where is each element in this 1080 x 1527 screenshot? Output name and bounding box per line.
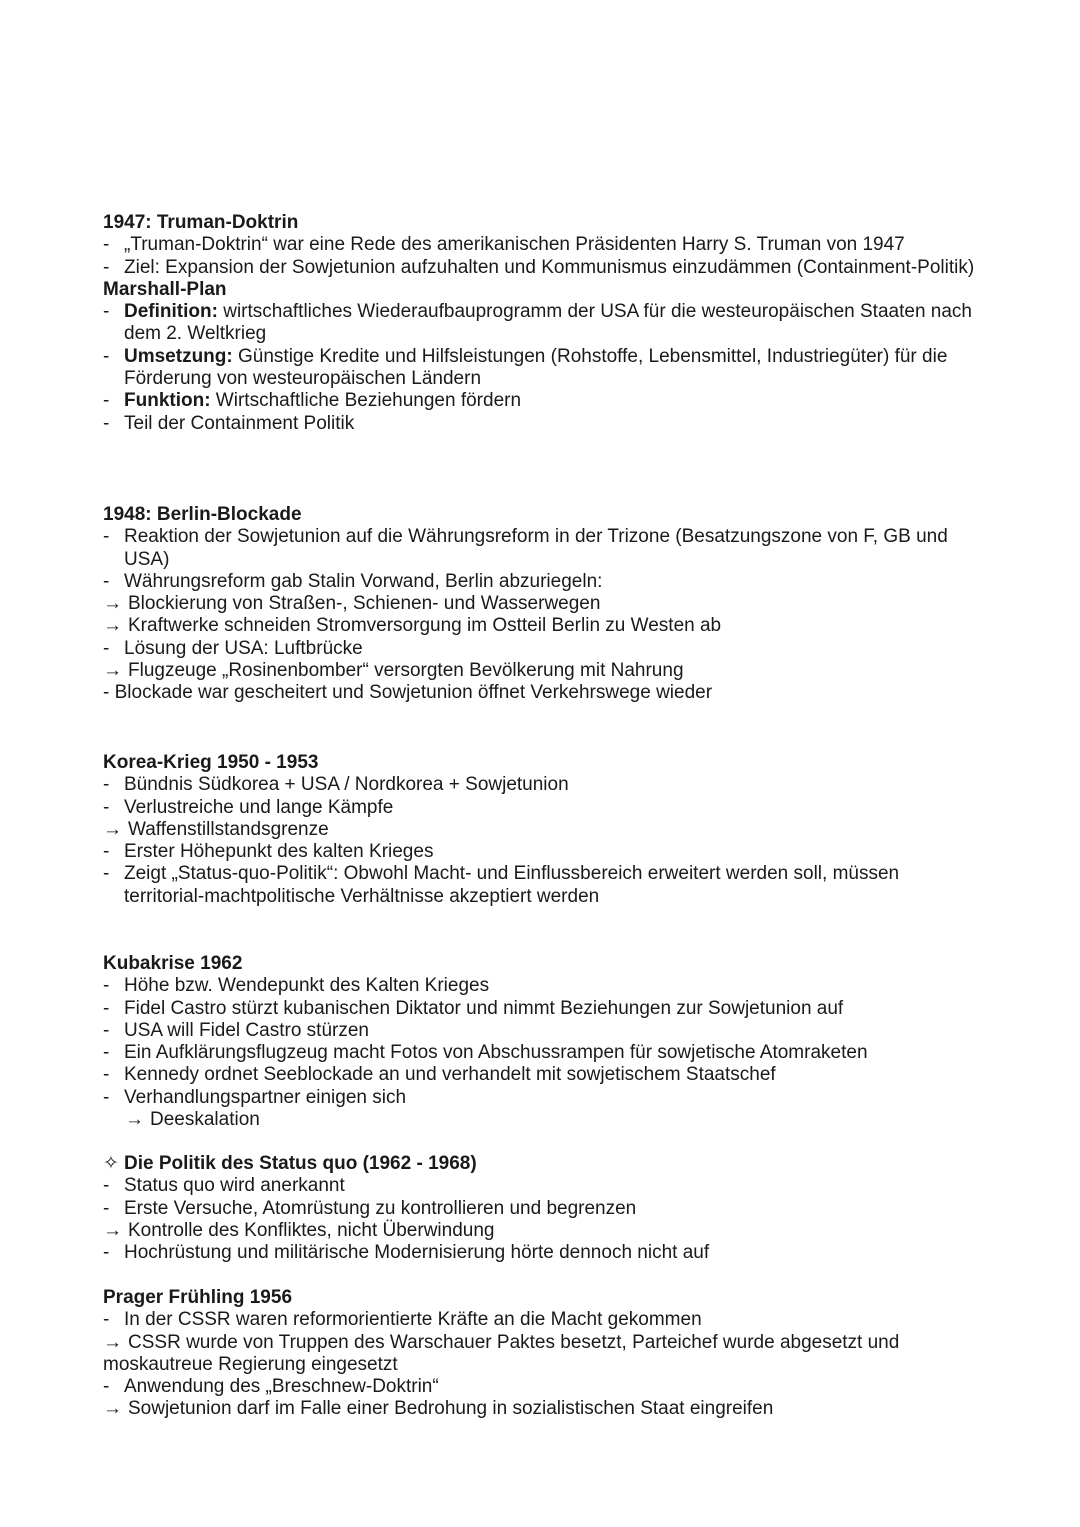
arrow-item: → Blockierung von Straßen-, Schienen- und Wasserwegen	[103, 593, 601, 615]
heading-truman: 1947: Truman-Doktrin	[103, 212, 299, 233]
heading-korea: Korea-Krieg 1950 - 1953	[103, 752, 319, 773]
diamond-icon: ✧	[103, 1153, 119, 1174]
list-item: - Zeigt „Status-quo-Politik“: Obwohl Macht- und Einflussbereich erweitert werden soll, müssen territorial-machtpolitische Verhältnisse akzeptiert werden	[103, 863, 900, 907]
heading-marshall: Marshall-Plan	[103, 278, 227, 300]
list-item: - Ein Aufklärungsflugzeug macht Fotos von Abschussrampen für sowjetische Atomraketen	[103, 1042, 868, 1064]
section-status-quo	[103, 1153, 983, 1264]
list-item: - „Truman-Doktrin“ war eine Rede des amerikanischen Präsidenten Harry S. Truman von 1947	[103, 234, 905, 256]
arrow-item: → Kraftwerke schneiden Stromversorgung im Ostteil Berlin zu Westen ab	[103, 615, 722, 637]
heading-prag: Prager Frühling 1956	[103, 1287, 293, 1308]
heading-berlin: 1948: Berlin-Blockade	[103, 504, 302, 525]
arrow-item: → Sowjetunion darf im Falle einer Bedrohung in sozialistischen Staat eingreifen	[103, 1398, 774, 1420]
arrow-item: → Kontrolle des Konfliktes, nicht Überwindung	[103, 1219, 495, 1241]
list-item: - Anwendung des „Breschnew-Doktrin“	[103, 1376, 439, 1398]
heading-kuba: Kubakrise 1962	[103, 953, 243, 974]
list-item: - Währungsreform gab Stalin Vorwand, Berlin abzuriegeln:	[103, 570, 603, 592]
list-item: - Kennedy ordnet Seeblockade an und verhandelt mit sowjetischem Staatschef	[103, 1064, 776, 1086]
list-item: - Funktion: Wirtschaftliche Beziehungen fördern	[103, 390, 522, 412]
section-truman	[103, 212, 983, 435]
list-item: - Höhe bzw. Wendepunkt des Kalten Krieges	[103, 975, 490, 997]
section-korea	[103, 752, 983, 908]
list-item: - Umsetzung: Günstige Kredite und Hilfsleistungen (Rohstoffe, Lebensmittel, Industriegüter) für die Förderung von westeuropäischen Ländern	[103, 345, 948, 390]
arrow-item: → Waffenstillstandsgrenze	[103, 818, 329, 840]
list-item: - Status quo wird anerkannt	[103, 1175, 345, 1197]
list-item: - Verlustreiche und lange Kämpfe	[103, 796, 394, 818]
list-item: - Reaktion der Sowjetunion auf die Währungsreform in der Trizone (Besatzungszone von F, GB und USA)	[103, 526, 948, 570]
arrow-item: → CSSR wurde von Truppen des Warschauer Paktes besetzt, Parteichef wurde abgesetzt und moskautreue Regierung eingesetzt	[103, 1331, 900, 1375]
heading-status-quo: ✧ Die Politik des Status quo (1962 - 1968)	[103, 1153, 477, 1174]
section-berlin	[103, 504, 983, 705]
list-item: - Verhandlungspartner einigen sich	[103, 1086, 407, 1108]
list-item: - Teil der Containment Politik	[103, 412, 355, 434]
list-item: - Erster Höhepunkt des kalten Krieges	[103, 841, 434, 863]
arrow-item: → Flugzeuge „Rosinenbomber“ versorgten Bevölkerung mit Nahrung	[103, 660, 684, 682]
list-item: - Hochrüstung und militärische Modernisierung hörte dennoch nicht auf	[103, 1242, 710, 1264]
list-item: - Erste Versuche, Atomrüstung zu kontrollieren und begrenzen	[103, 1197, 637, 1219]
list-item: - USA will Fidel Castro stürzen	[103, 1019, 369, 1041]
list-item: - Ziel: Expansion der Sowjetunion aufzuhalten und Kommunismus einzudämmen (Containment-Politik)	[103, 256, 975, 278]
list-item: - Bündnis Südkorea + USA / Nordkorea + Sowjetunion	[103, 774, 569, 796]
section-kuba	[103, 953, 983, 1131]
list-item: - Fidel Castro stürzt kubanischen Diktator und nimmt Beziehungen zur Sowjetunion auf	[103, 997, 844, 1019]
list-item: - Definition: wirtschaftliches Wiederaufbauprogramm der USA für die westeuropäischen Staaten nach dem 2. Weltkrieg	[103, 301, 972, 345]
list-item: - Lösung der USA: Luftbrücke	[103, 637, 363, 659]
arrow-item: → Deeskalation	[125, 1109, 260, 1131]
section-prag	[103, 1287, 983, 1421]
list-item: - Blockade war gescheitert und Sowjetunion öffnet Verkehrswege wieder	[103, 682, 713, 704]
list-item: - In der CSSR waren reformorientierte Kräfte an die Macht gekommen	[103, 1309, 702, 1331]
